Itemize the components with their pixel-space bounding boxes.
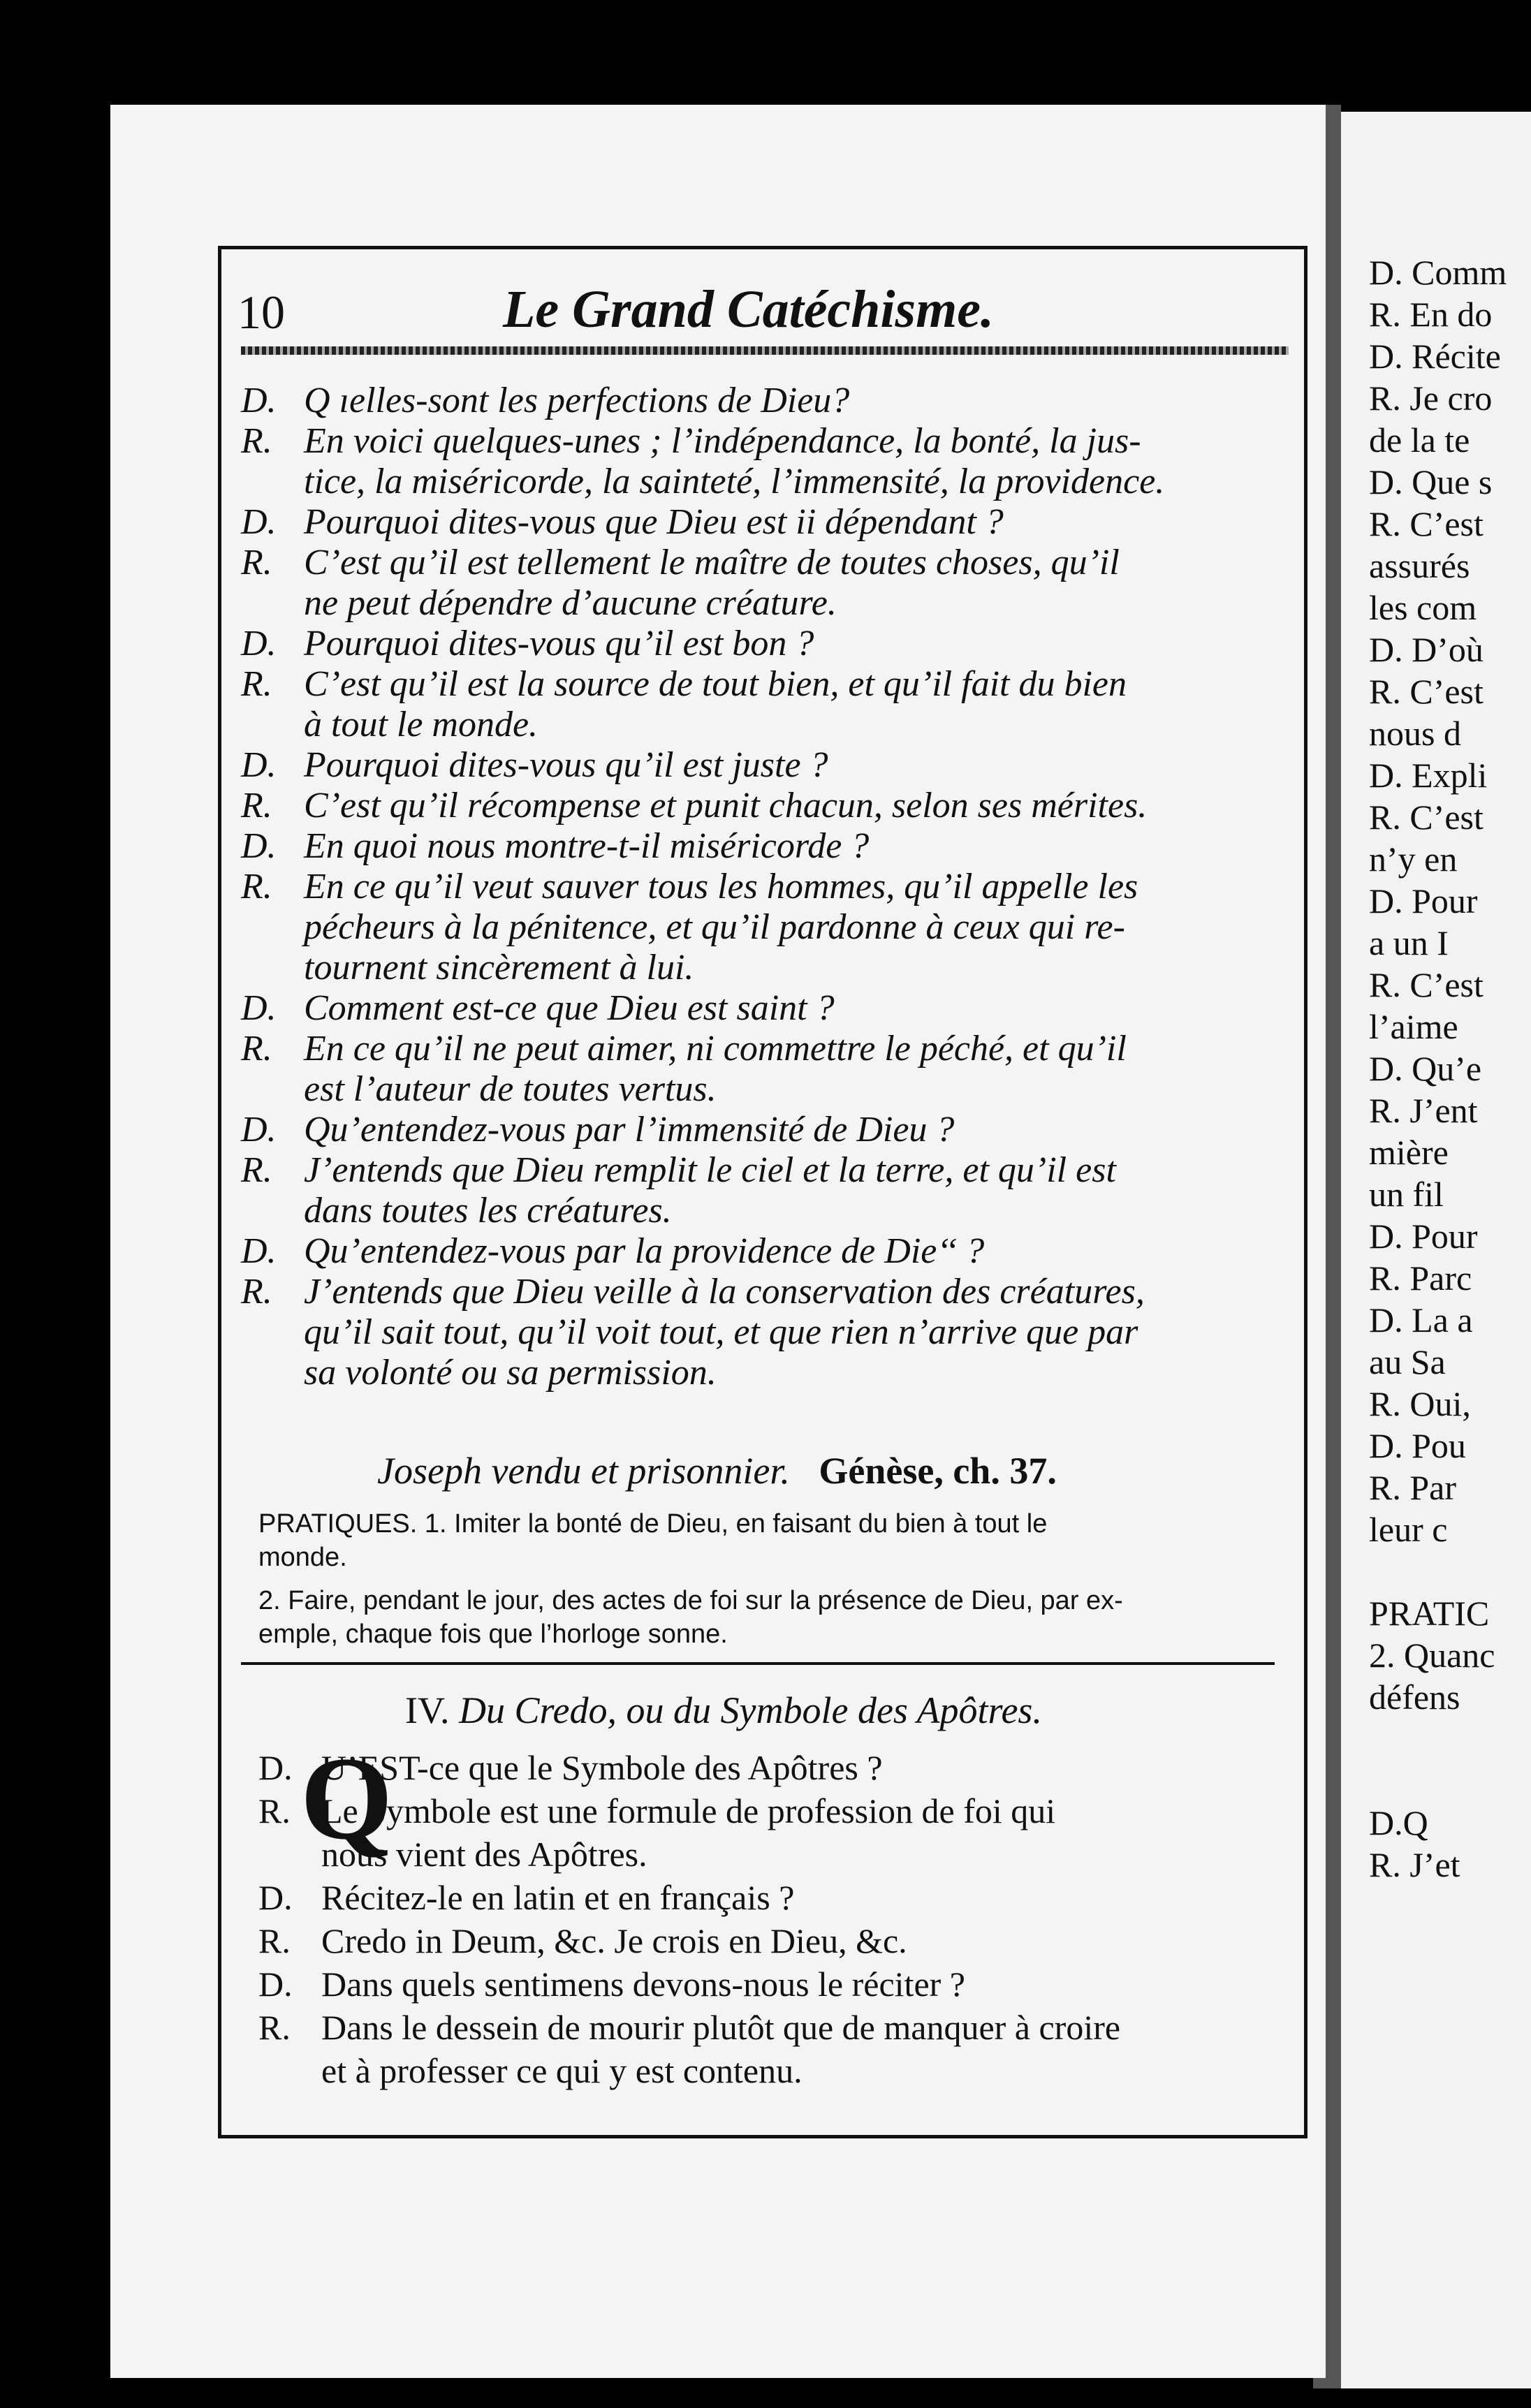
text-line: [241, 421, 1296, 462]
pratique-line: emple, chaque fois que l’horloge sonne.: [258, 1620, 728, 1649]
text-line: [258, 1876, 1306, 1919]
neighbor-line: D. Pour: [1369, 881, 1478, 920]
text-line: [241, 1150, 1296, 1191]
speaker-marker: R.: [241, 1150, 272, 1190]
neighbor-line: D. Comm: [1369, 253, 1507, 292]
neighbor-line: R. Oui,: [1369, 1384, 1471, 1423]
line-text: En voici quelques-unes ; l’indépendance, la bonté, la jus-: [304, 421, 1141, 461]
line-text: J’entends que Dieu remplit le ciel et la terre, et qu’il est: [304, 1150, 1116, 1190]
story-title: Joseph vendu et prisonnier.: [377, 1450, 790, 1492]
neighbor-line: les com: [1369, 588, 1477, 627]
neighbor-line: a un I: [1369, 923, 1449, 962]
line-text: C’est qu’il est la source de tout bien, et qu’il fait du bien: [304, 664, 1127, 704]
speaker-marker: R.: [258, 2008, 291, 2047]
neighbor-line: D. La a: [1369, 1300, 1473, 1339]
speaker-marker: [241, 1069, 304, 1110]
neighbor-line: R. C’est: [1369, 672, 1484, 711]
line-text: Credo in Deum, &c. Je crois en Dieu, &c.: [321, 1921, 907, 1960]
line-text: à tout le monde.: [304, 705, 539, 744]
speaker-marker: D.: [258, 1748, 293, 1787]
speaker-marker: [258, 1833, 321, 1876]
speaker-marker: [241, 1191, 304, 1231]
neighbor-line: mière: [1369, 1133, 1449, 1172]
line-text: Le Symbole est une formule de profession de foi qui: [321, 1791, 1056, 1830]
neighbor-line: D. Expli: [1369, 756, 1488, 795]
line-text: sa volonté ou sa permission.: [304, 1353, 717, 1393]
speaker-marker: D.: [258, 1878, 293, 1917]
line-text: est l’auteur de toutes vertus.: [304, 1069, 717, 1109]
speaker-marker: [241, 1312, 304, 1353]
speaker-marker: D.: [241, 624, 277, 663]
neighbor-line: R. C’est: [1369, 965, 1484, 1004]
pratique-line: PRATIQUES. 1. Imiter la bonté de Dieu, en faisant du bien à tout le: [258, 1509, 1048, 1539]
section-divider: [241, 1662, 1275, 1665]
line-text: Récitez-le en latin et en français ?: [321, 1878, 795, 1917]
neighbor-line: R. Je cro: [1369, 379, 1493, 418]
neighbor-line: un fil: [1369, 1175, 1444, 1214]
speaker-marker: [258, 2049, 321, 2092]
line-text: pécheurs à la pénitence, et qu’il pardonne à ceux qui re-: [304, 907, 1125, 947]
neighbor-page-fragment: [1369, 251, 1531, 2193]
speaker-marker: [241, 705, 304, 745]
speaker-marker: R.: [258, 1791, 291, 1830]
text-line: [241, 1029, 1296, 1069]
neighbor-line: R. J’et: [1369, 1845, 1460, 1884]
text-line: [241, 826, 1296, 867]
running-title: Le Grand Catéchisme.: [503, 280, 994, 339]
speaker-marker: [241, 583, 304, 624]
line-text: Q ıelles-sont les perfections de Dieu?: [304, 381, 850, 420]
section-title: Du Credo, ou du Symbole des Apôtres.: [459, 1689, 1042, 1731]
text-line: [258, 1962, 1306, 2006]
credo-block: [258, 1733, 1306, 2092]
speaker-marker: D.: [241, 1231, 277, 1271]
line-text: Pourquoi dites-vous que Dieu est ii dépendant ?: [304, 502, 1004, 542]
neighbor-line: D. Que s: [1369, 462, 1493, 501]
neighbor-line: leur c: [1369, 1510, 1448, 1549]
text-line: [241, 745, 1296, 786]
line-text: En ce qu’il veut sauver tous les hommes, qu’il appelle les: [304, 867, 1138, 906]
text-line: [258, 1789, 1306, 1833]
speaker-marker: D.: [241, 826, 277, 866]
speaker-marker: D.: [241, 988, 277, 1028]
line-text: Qu’entendez-vous par la providence de Die‘‘ ?: [304, 1231, 985, 1271]
line-text: tournent sincèrement à lui.: [304, 948, 694, 988]
line-text: dans toutes les créatures.: [304, 1191, 672, 1231]
neighbor-line: D. D’où: [1369, 630, 1484, 669]
neighbor-line: D. Qu’e: [1369, 1049, 1482, 1088]
text-line: [241, 786, 1296, 826]
line-text: et à professer ce qui y est contenu.: [321, 2051, 803, 2090]
speaker-marker: R.: [241, 1029, 272, 1069]
line-text: Dans le dessein de mourir plutôt que de manquer à croire: [321, 2008, 1121, 2047]
line-text: Dans quels sentimens devons-nous le réciter ?: [321, 1965, 965, 2004]
speaker-marker: [241, 462, 304, 502]
line-text: J’entends que Dieu veille à la conservation des créatures,: [304, 1272, 1145, 1312]
text-line: [241, 624, 1296, 664]
text-line: [241, 502, 1296, 543]
line-text: U’EST-ce que le Symbole des Apôtres ?: [321, 1748, 883, 1787]
neighbor-line: D. Pou: [1369, 1426, 1466, 1465]
neighbor-line: défens: [1369, 1677, 1460, 1717]
neighbor-line: l’aime: [1369, 1007, 1458, 1046]
text-line: [258, 2049, 1306, 2092]
neighbor-line: [1369, 1760, 1531, 1802]
speaker-marker: D.: [241, 1110, 277, 1150]
line-text: En ce qu’il ne peut aimer, ni commettre le péché, et qu’il: [304, 1029, 1127, 1069]
speaker-marker: R.: [241, 543, 272, 582]
line-text: ne peut dépendre d’aucune créature.: [304, 583, 837, 623]
section-number: IV.: [405, 1689, 450, 1731]
text-line: [241, 1110, 1296, 1150]
pratique-line: monde.: [258, 1543, 347, 1572]
text-line: [241, 664, 1296, 705]
text-line: [258, 1746, 1306, 1789]
speaker-marker: R.: [258, 1921, 291, 1960]
line-text: qu’il sait tout, qu’il voit tout, et que rien n’arrive que par: [304, 1312, 1138, 1352]
text-line: [241, 381, 1296, 421]
neighbor-line: nous d: [1369, 714, 1461, 753]
neighbor-line: de la te: [1369, 420, 1470, 460]
pratique-line: 2. Faire, pendant le jour, des actes de foi sur la présence de Dieu, par ex-: [258, 1586, 1123, 1615]
bible-story-line: [377, 1449, 1057, 1492]
page-number: 10: [237, 286, 285, 339]
speaker-marker: R.: [241, 664, 272, 704]
text-line: [241, 867, 1296, 907]
text-line: [241, 1231, 1296, 1272]
line-text: Qu’entendez-vous par l’immensité de Dieu ?: [304, 1110, 955, 1150]
speaker-marker: R.: [241, 867, 272, 906]
neighbor-line: 2. Quanc: [1369, 1636, 1495, 1675]
story-reference: Génèse, ch. 37.: [819, 1450, 1057, 1492]
text-line: [241, 988, 1296, 1029]
speaker-marker: D.: [241, 381, 277, 420]
speaker-marker: R.: [241, 1272, 272, 1312]
text-line: [241, 705, 1296, 745]
text-line: [258, 1833, 1306, 1876]
text-line: [241, 543, 1296, 583]
text-line: [241, 583, 1296, 624]
text-line: [241, 1312, 1296, 1353]
neighbor-line: D. Pour: [1369, 1217, 1478, 1256]
speaker-marker: D.: [258, 1965, 293, 2004]
question-answer-block: [241, 381, 1296, 1393]
text-line: [241, 948, 1296, 988]
text-line: [241, 907, 1296, 948]
neighbor-line: n’y en: [1369, 839, 1458, 879]
neighbor-line: [1369, 1718, 1531, 1760]
neighbor-line: R. C’est: [1369, 798, 1484, 837]
line-text: tice, la miséricorde, la sainteté, l’immensité, la providence.: [304, 462, 1165, 501]
neighbor-line: [1369, 1550, 1531, 1592]
line-text: Pourquoi dites-vous qu’il est juste ?: [304, 745, 828, 785]
neighbor-line: R. En do: [1369, 295, 1493, 334]
pratiques-block: [258, 1507, 1306, 1651]
text-line: [258, 2006, 1306, 2049]
neighbor-line: R. Par: [1369, 1468, 1456, 1507]
speaker-marker: [241, 907, 304, 948]
text-line: [241, 1272, 1296, 1312]
neighbor-line: D.Q: [1369, 1803, 1428, 1842]
section-heading: [405, 1689, 1042, 1732]
line-text: Pourquoi dites-vous qu’il est bon ?: [304, 624, 814, 663]
neighbor-line: assurés: [1369, 546, 1470, 585]
speaker-marker: [241, 1353, 304, 1393]
text-line: [241, 1069, 1296, 1110]
text-line: [241, 462, 1296, 502]
speaker-marker: D.: [241, 745, 277, 785]
line-text: C’est qu’il récompense et punit chacun, selon ses mérites.: [304, 786, 1148, 825]
line-text: C’est qu’il est tellement le maître de toutes choses, qu’il: [304, 543, 1120, 582]
drop-cap: Q: [300, 1733, 393, 1864]
neighbor-line: PRATIC: [1369, 1594, 1490, 1633]
line-text: nous vient des Apôtres.: [321, 1835, 647, 1874]
speaker-marker: D.: [241, 502, 277, 542]
neighbor-line: R. Parc: [1369, 1258, 1472, 1298]
text-line: [241, 1353, 1296, 1393]
line-text: Comment est-ce que Dieu est saint ?: [304, 988, 835, 1028]
neighbor-line: au Sa: [1369, 1342, 1446, 1381]
speaker-marker: [241, 948, 304, 988]
neighbor-line: R. C’est: [1369, 504, 1484, 543]
page-header: [237, 279, 1285, 342]
neighbor-line: R. J’ent: [1369, 1091, 1478, 1130]
header-rule: [241, 346, 1289, 355]
text-line: [241, 1191, 1296, 1231]
line-text: En quoi nous montre-t-il miséricorde ?: [304, 826, 870, 866]
speaker-marker: R.: [241, 786, 272, 825]
neighbor-line: D. Récite: [1369, 337, 1501, 376]
speaker-marker: R.: [241, 421, 272, 461]
text-line: [258, 1919, 1306, 1962]
